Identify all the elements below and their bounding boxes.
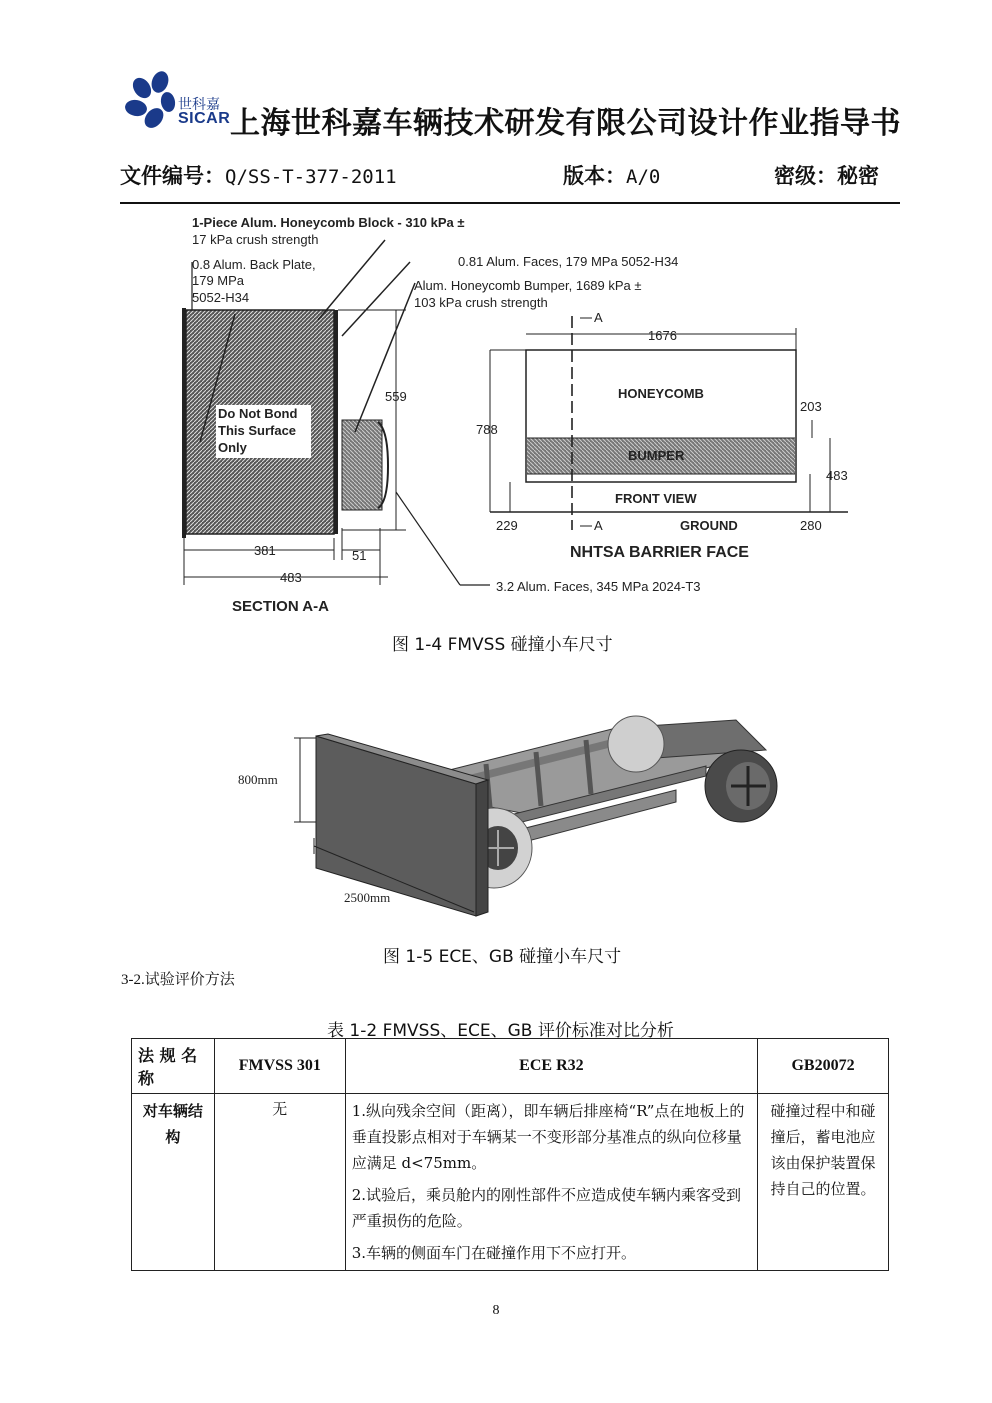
back-plate-label-2: 179 MPa bbox=[192, 273, 245, 288]
ece-cell bbox=[345, 1094, 757, 1271]
back-plate-label-3: 5052-H34 bbox=[192, 290, 250, 305]
page-number: 8 bbox=[492, 1303, 500, 1318]
dim-2500mm: 2500mm bbox=[344, 890, 391, 905]
figure1-caption: 图 1-4 FMVSS 碰撞小车尺寸 bbox=[392, 635, 613, 655]
honeycomb-block-label-2: 17 kPa crush strength bbox=[192, 232, 319, 247]
fmvss-cell: 无 bbox=[214, 1094, 345, 1271]
dim-483-right: 483 bbox=[826, 468, 848, 483]
table-header-cell: GB20072 bbox=[758, 1039, 889, 1094]
ece-item: 2.试验后，乘员舱内的刚性部件不应造成使车辆内乘客受到严重损伤的危险。 bbox=[351, 1186, 742, 1230]
back-plate-label-1: 0.8 Alum. Back Plate, bbox=[192, 257, 316, 272]
table-header-cell: ECE R32 bbox=[345, 1039, 757, 1094]
front-view-label: FRONT VIEW bbox=[615, 491, 697, 506]
dim-788: 788 bbox=[476, 422, 498, 437]
barrier-face-label: NHTSA BARRIER FACE bbox=[570, 544, 749, 561]
dim-51: 51 bbox=[352, 548, 367, 563]
logo-chinese-text: 世科嘉 bbox=[178, 97, 220, 113]
dim-1676: 1676 bbox=[648, 328, 677, 343]
ece-item: 1.纵向残余空间（距离），即车辆后排座椅“R”点在地板上的垂直投影点相对于车辆某一不变形部分基准点的纵向位移量应满足 d<75mm。 bbox=[351, 1102, 745, 1172]
section-arrow-bottom: A bbox=[594, 518, 603, 533]
dim-280: 280 bbox=[800, 518, 822, 533]
honeycomb-block-label-1: 1-Piece Alum. Honeycomb Block - 310 kPa ± bbox=[192, 215, 465, 230]
figure2-caption: 图 1-5 ECE、GB 碰撞小车尺寸 bbox=[383, 947, 622, 967]
bumper-block bbox=[342, 420, 382, 510]
bumper-label: BUMPER bbox=[628, 448, 685, 463]
faces-32-label: 3.2 Alum. Faces, 345 MPa 2024-T3 bbox=[496, 579, 701, 594]
bumper-label-2: 103 kPa crush strength bbox=[414, 295, 548, 310]
honeycomb-label: HONEYCOMB bbox=[618, 386, 704, 401]
gb-cell: 碰撞过程中和碰撞后，蓄电池应该由保护装置保持自己的位置。 bbox=[758, 1094, 889, 1271]
dim-559: 559 bbox=[385, 389, 407, 404]
dim-800mm: 800mm bbox=[238, 772, 278, 787]
table-header-cell: FMVSS 301 bbox=[214, 1039, 345, 1094]
doc-number: 文件编号：Q/SS-T-377-2011 bbox=[120, 163, 397, 188]
bumper-label-1: Alum. Honeycomb Bumper, 1689 kPa ± bbox=[414, 278, 642, 293]
ground-label: GROUND bbox=[680, 518, 738, 533]
ece-item: 3.车辆的侧面车门在碰撞作用下不应打开。 bbox=[351, 1244, 637, 1262]
header-divider bbox=[120, 202, 900, 204]
doc-version: 版本：A/0 bbox=[563, 163, 661, 188]
section-arrow-top: A bbox=[594, 310, 603, 325]
fmvss-barrier-drawing bbox=[170, 210, 860, 620]
logo-english-text: SICAR bbox=[178, 110, 231, 127]
comparison-table bbox=[131, 1038, 889, 1271]
table-row bbox=[132, 1094, 889, 1271]
do-not-bond-label-2: This Surface bbox=[218, 423, 297, 438]
table-caption: 表 1-2 FMVSS、ECE、GB 评价标准对比分析 bbox=[327, 1021, 674, 1041]
dim-483-bottom: 483 bbox=[280, 570, 302, 585]
dim-203: 203 bbox=[800, 399, 822, 414]
do-not-bond-label-1: Do Not Bond bbox=[218, 406, 298, 421]
row-label-cell: 对车辆结构 bbox=[132, 1094, 215, 1271]
do-not-bond-label-3: Only bbox=[218, 440, 247, 455]
dim-229: 229 bbox=[496, 518, 518, 533]
dim-381: 381 bbox=[254, 543, 276, 558]
section-heading: 3-2.试验评价方法 bbox=[121, 972, 235, 988]
ece-gb-trolley-drawing bbox=[236, 706, 796, 926]
table-header-cell: 法 规 名称 bbox=[132, 1039, 215, 1094]
section-label: SECTION A-A bbox=[232, 598, 329, 615]
table-header-row bbox=[132, 1039, 889, 1094]
doc-secret-level: 密级：秘密 bbox=[774, 163, 879, 188]
faces-081-label: 0.81 Alum. Faces, 179 MPa 5052-H34 bbox=[458, 254, 679, 269]
company-title: 上海世科嘉车辆技术研发有限公司设计作业指导书 bbox=[230, 106, 901, 141]
